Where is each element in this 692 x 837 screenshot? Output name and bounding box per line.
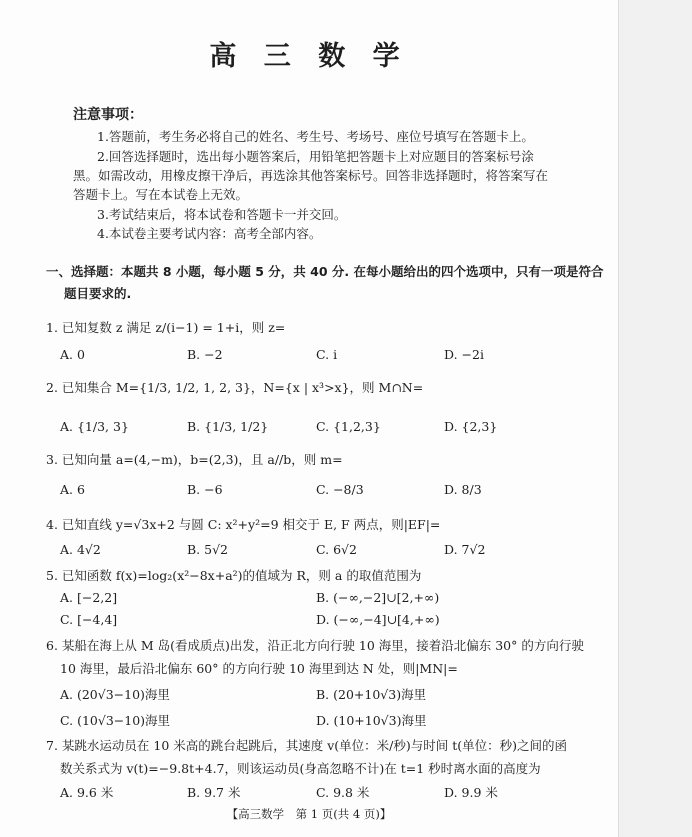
question-stem: 6. 某船在海上从 M 岛(看成质点)出发，沿正北方向行驶 10 海里，接着沿北偏东 30° 的方向行驶 bbox=[46, 638, 584, 653]
option: A. 9.6 米 bbox=[60, 785, 114, 800]
notice-line: 2.回答选择题时，选出每小题答案后，用铅笔把答题卡上对应题目的答案标号涂 bbox=[97, 149, 534, 164]
question-stem-cont: 数关系式为 v(t)=−9.8t+4.7，则该运动员(身高忽略不计)在 t=1 秒时离水面的高度为 bbox=[60, 761, 541, 776]
question-stem: 7. 某跳水运动员在 10 米高的跳台起跳后，其速度 v(单位：米/秒)与时间 t(单位：秒)之间的函 bbox=[46, 738, 568, 753]
option: D. {2,3} bbox=[444, 419, 498, 434]
option: C. [−4,4] bbox=[60, 612, 118, 627]
option: C. {1,2,3} bbox=[316, 419, 381, 434]
notice-line: 答题卡上。写在本试卷上无效。 bbox=[73, 187, 249, 202]
option: A. 4√2 bbox=[60, 542, 101, 557]
option: B. {1/3, 1/2} bbox=[187, 419, 269, 434]
option: D. 7√2 bbox=[444, 542, 486, 557]
option: B. 9.7 米 bbox=[187, 785, 241, 800]
page-footer: 【高三数学 第 1 页(共 4 页)】 bbox=[226, 807, 392, 821]
option: A. 0 bbox=[60, 347, 85, 362]
option: D. −2i bbox=[444, 347, 484, 362]
notice-line: 1.答题前，考生务必将自己的姓名、考生号、考场号、座位号填写在答题卡上。 bbox=[97, 129, 534, 144]
notice-heading: 注意事项： bbox=[73, 107, 143, 123]
notice-line: 黑。如需改动，用橡皮擦干净后，再选涂其他答案标号。回答非选择题时，将答案写在 bbox=[73, 168, 549, 183]
option: A. (20√3−10)海里 bbox=[60, 687, 170, 702]
option: C. 6√2 bbox=[316, 542, 357, 557]
option: B. (20+10√3)海里 bbox=[316, 687, 427, 702]
option: D. 9.9 米 bbox=[444, 785, 498, 800]
notice-line: 3.考试结束后，将本试卷和答题卡一并交回。 bbox=[97, 207, 347, 222]
question-stem: 5. 已知函数 f(x)=log₂(x²−8x+a²)的值域为 R，则 a 的取值范围为 bbox=[46, 568, 422, 583]
option: D. (−∞,−4]∪[4,+∞) bbox=[316, 612, 440, 627]
option: B. (−∞,−2]∪[2,+∞) bbox=[316, 590, 440, 605]
page-title: 高 三 数 学 bbox=[209, 41, 409, 72]
notice-line: 4.本试卷主要考试内容：高考全部内容。 bbox=[97, 226, 322, 241]
question-stem: 2. 已知集合 M={1/3, 1/2, 1, 2, 3}，N={x | x³>x}，则 M∩N= bbox=[46, 380, 424, 395]
section-heading: 一、选择题：本题共 8 小题，每小题 5 分，共 40 分. 在每小题给出的四个选项中，只有一项是符合 bbox=[46, 264, 604, 279]
option: B. −2 bbox=[187, 347, 223, 362]
question-stem-cont: 10 海里，最后沿北偏东 60° 的方向行驶 10 海里到达 N 处，则|MN|= bbox=[60, 661, 458, 676]
option: A. 6 bbox=[60, 482, 85, 497]
option: A. {1/3, 3} bbox=[60, 419, 129, 434]
option: C. i bbox=[316, 347, 338, 362]
question-stem: 1. 已知复数 z 满足 z/(i−1) = 1+i，则 z= bbox=[46, 320, 286, 335]
question-stem: 4. 已知直线 y=√3x+2 与圆 C: x²+y²=9 相交于 E, F 两点，则|EF|= bbox=[46, 517, 441, 532]
option: D. (10+10√3)海里 bbox=[316, 713, 427, 728]
option: C. 9.8 米 bbox=[316, 785, 370, 800]
option: C. (10√3−10)海里 bbox=[60, 713, 171, 728]
viewer-margin bbox=[618, 0, 692, 837]
section-heading-cont: 题目要求的. bbox=[64, 286, 132, 301]
option: C. −8/3 bbox=[316, 482, 364, 497]
option: A. [−2,2] bbox=[60, 590, 118, 605]
option: B. 5√2 bbox=[187, 542, 229, 557]
question-stem: 3. 已知向量 a=(4,−m)，b=(2,3)，且 a//b，则 m= bbox=[46, 452, 343, 467]
option: D. 8/3 bbox=[444, 482, 482, 497]
option: B. −6 bbox=[187, 482, 223, 497]
